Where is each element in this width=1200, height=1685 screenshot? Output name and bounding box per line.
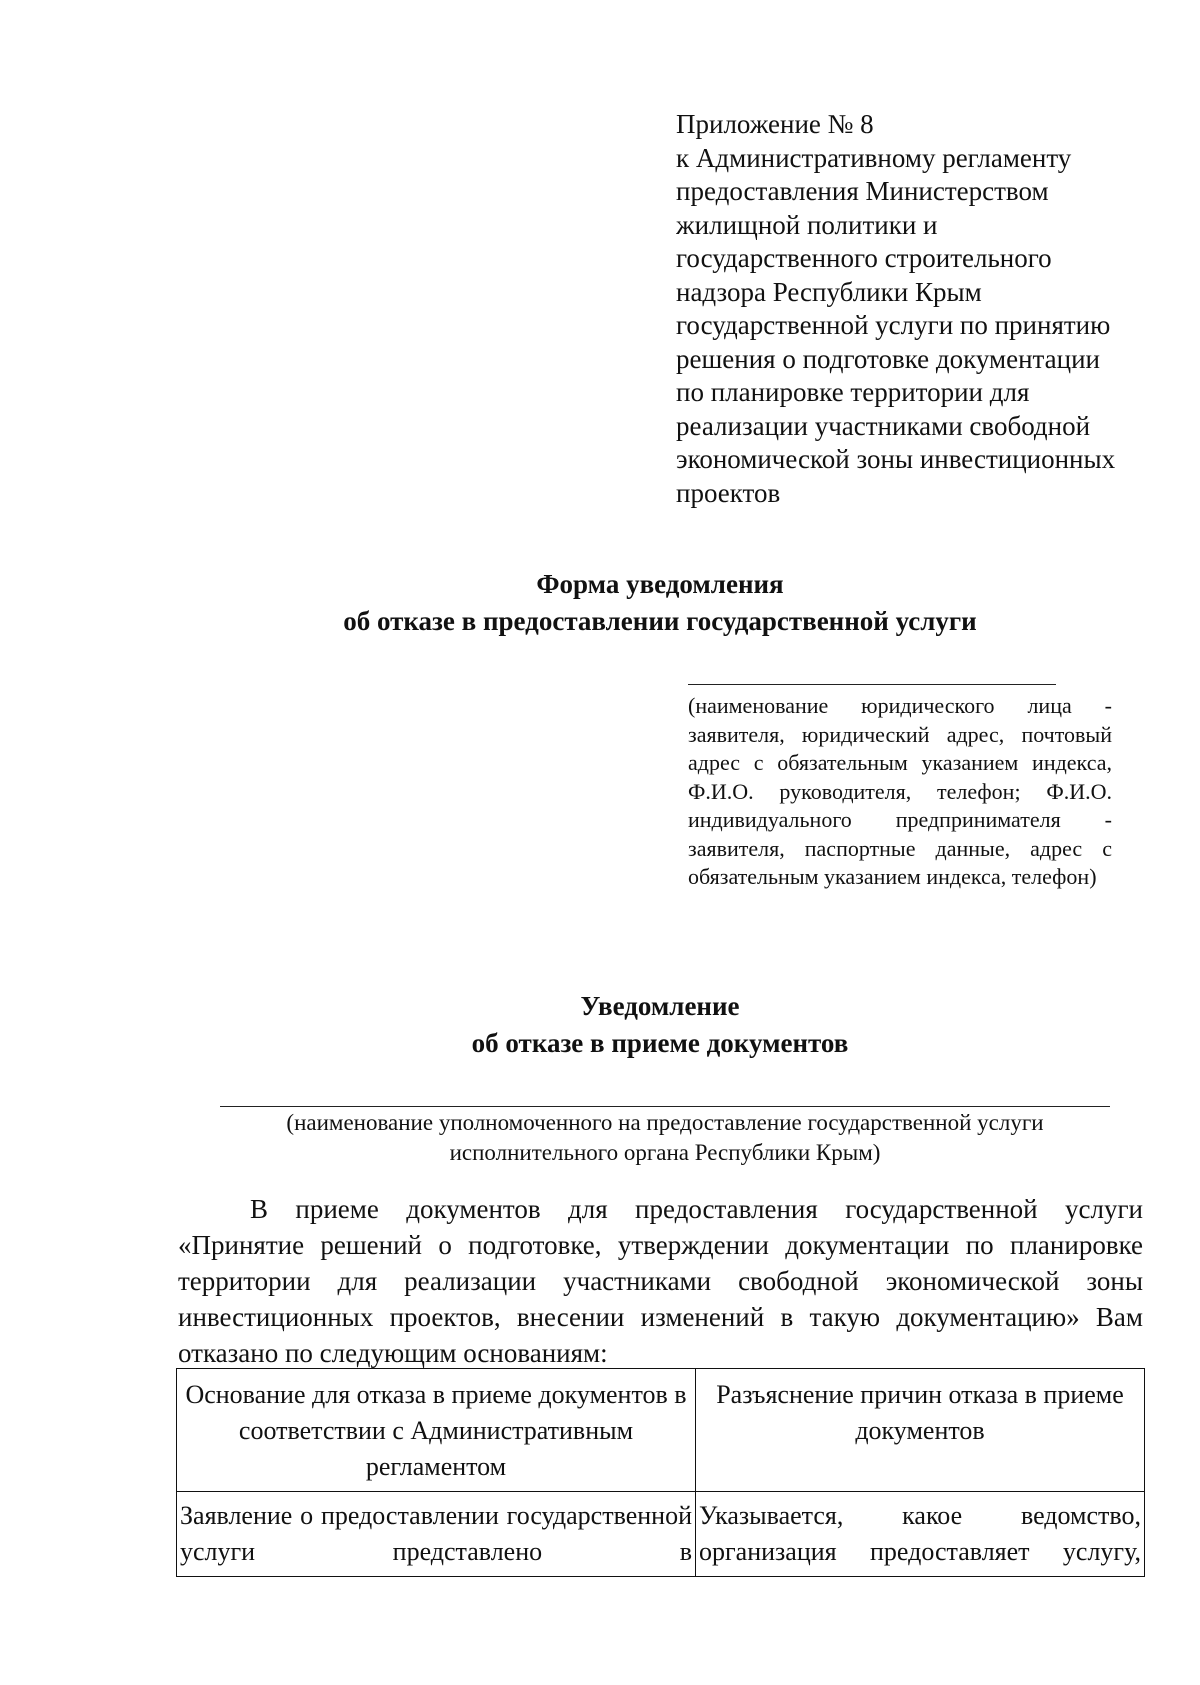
refusal-reasons-table	[176, 1368, 1145, 1577]
notice-title-line2: об отказе в приеме документов	[471, 1028, 849, 1058]
form-title-line2: об отказе в предоставлении государственной услуги	[343, 606, 977, 636]
annex-line: решения о подготовке документации	[676, 343, 1100, 374]
authority-caption	[220, 1108, 1110, 1168]
form-title-line1: Форма уведомления	[536, 569, 784, 599]
table-cell-basis: Заявление о предоставлении государственной услуги представлено в	[177, 1492, 696, 1577]
annex-line: по планировке территории для	[676, 377, 1030, 407]
form-title	[0, 566, 1200, 640]
addressee-blank-line	[688, 684, 1056, 685]
annex-block	[676, 108, 1146, 510]
annex-line: государственной услуги по принятию	[676, 310, 1111, 340]
notice-title-line1: Уведомление	[580, 991, 740, 1021]
table-cell-explanation: Указывается, какое ведомство, организация предоставляет услугу,	[696, 1492, 1145, 1577]
table-row	[177, 1492, 1145, 1577]
annex-line: государственного строительного	[676, 243, 1052, 273]
annex-line: жилищной политики и	[676, 209, 938, 240]
header-refusal-basis: Основание для отказа в приеме документов в соответствии с Административным регламентом	[177, 1369, 696, 1492]
annex-line: к Административному регламенту	[676, 142, 1072, 173]
addressee-caption: (наименование юридического лица - заявителя, юридический адрес, почтовый адрес с обязательным указанием индекса, Ф.И.О. руководителя, телефон; Ф.И.О. индивидуального предпринимателя - заявителя, паспортные данные, адрес с обязательным указанием индекса, телефон)	[688, 693, 1112, 889]
header-refusal-explanation: Разъяснение причин отказа в приеме документов	[696, 1369, 1145, 1492]
annex-line: экономической зоны инвестиционных	[676, 444, 1116, 474]
annex-line: реализации участниками свободной	[676, 410, 1091, 441]
annex-line: проектов	[676, 477, 781, 508]
notice-title	[0, 988, 1200, 1062]
annex-line: надзора Республики Крым	[676, 276, 982, 307]
authority-blank-line	[220, 1106, 1110, 1107]
authority-caption-line2: исполнительного органа Республики Крым)	[449, 1140, 881, 1165]
table-header-row	[177, 1369, 1145, 1492]
annex-line: предоставления Министерством	[676, 176, 1049, 206]
authority-caption-line1: (наименование уполномоченного на предоставление государственной услуги	[286, 1110, 1044, 1135]
refusal-paragraph: В приеме документов для предоставления государственной услуги «Принятие решений о подготовке, утверждении документации по планировке территории для реализации участниками свободной экономической зоны инвестиционных проектов, внесении изменений в такую документацию» Вам отказано по следующим основаниям:	[178, 1194, 1143, 1368]
annex-line: Приложение № 8	[676, 109, 874, 139]
